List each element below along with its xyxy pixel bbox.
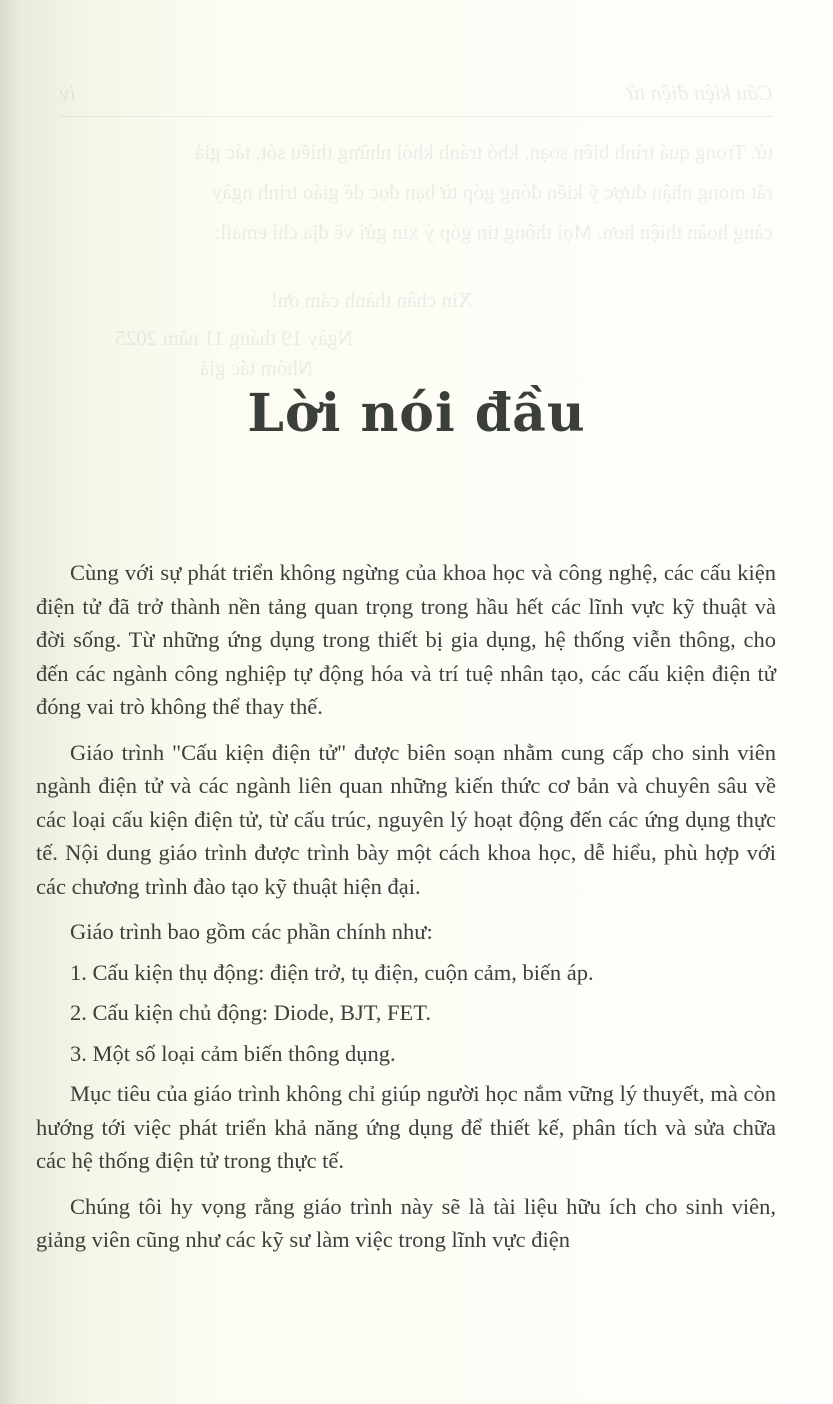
bleed-header-text: Cấu kiện điện tử <box>627 80 773 105</box>
bleed-line: Ngày 19 tháng 11 năm 2025 <box>115 326 353 350</box>
bleed-line: rất mong nhận được ý kiến đóng góp từ bạn đọc để giáo trình ngày <box>211 180 773 204</box>
bleed-line: Nhóm tác giả <box>199 356 313 380</box>
paragraph: Cùng với sự phát triển không ngừng của khoa học và công nghệ, các cấu kiện điện tử đã trở thành nền tảng quan trọng trong hầu hết các lĩnh vực kỹ thuật và đời sống. Từ những ứng dụng trong thiết bị gia dụng, hệ thống viễn thông, cho đến các ngành công nghiệp tự động hóa và trí tuệ nhân tạo, các cấu kiện điện tử đóng vai trò không thể thay thế. <box>36 560 776 719</box>
paragraph: Giáo trình "Cấu kiện điện tử" được biên soạn nhằm cung cấp cho sinh viên ngành điện tử và các ngành liên quan những kiến thức cơ bản và chuyên sâu về các loại cấu kiện điện tử, từ cấu trúc, nguyên lý hoạt động đến các ứng dụng thực tế. Nội dung giáo trình được trình bày một cách khoa học, dễ hiểu, phù hợp với các chương trình đào tạo kỹ thuật hiện đại. <box>36 739 776 899</box>
bleed-line: tử. Trong quá trình biên soạn, khó tránh khỏi những thiếu sót, tác giả <box>194 140 773 164</box>
page-title: Lời nói đầu <box>247 382 586 444</box>
list-item: 2. Cấu kiện chủ động: Diode, BJT, FET. <box>70 1000 431 1025</box>
paragraph: Chúng tôi hy vọng rằng giáo trình này sẽ là tài liệu hữu ích cho sinh viên, giảng viên cũng như các kỹ sư làm việc trong lĩnh vực điện <box>36 1193 776 1252</box>
paragraph: Mục tiêu của giáo trình không chỉ giúp người học nắm vững lý thuyết, mà còn hướng tới việc phát triển khả năng ứng dụng để thiết kế, phân tích và sửa chữa các hệ thống điện tử trong thực tế. <box>36 1081 776 1173</box>
paragraph: Giáo trình bao gồm các phần chính như: <box>70 919 433 944</box>
bleed-line: càng hoàn thiện hơn. Mọi thông tin góp ý xin gửi về địa chỉ email: <box>214 220 773 244</box>
bleed-page-number: iv <box>60 80 76 105</box>
preface-body <box>36 556 776 1269</box>
bleed-line: Xin chân thành cảm ơn! <box>270 288 473 312</box>
bleed-running-header <box>60 80 773 117</box>
list-item: 3. Một số loại cảm biến thông dụng. <box>70 1040 396 1066</box>
list-item: 1. Cấu kiện thụ động: điện trở, tụ điện, cuộn cảm, biến áp. <box>70 959 594 985</box>
